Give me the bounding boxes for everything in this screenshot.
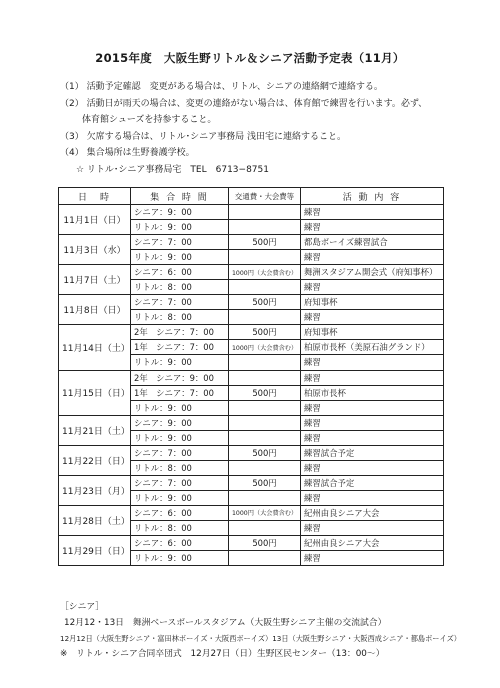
fee-cell [229,430,301,445]
table-row [59,205,444,220]
activity-cell: 練習 [301,490,444,505]
fee-cell [229,460,301,475]
activity-cell: 府知事杯 [301,325,444,340]
activity-cell: 練習 [301,460,444,475]
date-cell: 11月28日（土） [59,505,131,535]
notes-section [60,79,490,178]
activity-cell: 練習 [301,220,444,235]
activity-cell: 都島ボーイズ練習試合 [301,235,444,250]
time-cell: 1年 シニア：7：00 [131,385,229,400]
time-cell: 2年 シニア：7：00 [131,325,229,340]
time-cell: リトル：9：00 [131,551,229,566]
activity-cell: 練習 [301,280,444,295]
activity-cell: 練習 [301,400,444,415]
time-cell: リトル：8：00 [131,280,229,295]
fee-cell: 1000円（大会費含む） [229,340,301,355]
table-row [59,415,444,430]
time-cell: リトル：8：00 [131,460,229,475]
fee-cell: 500円 [229,325,301,340]
time-cell: シニア：7：00 [131,445,229,460]
date-cell: 11月1日（日） [59,205,131,235]
date-cell: 11月14日（土） [59,325,131,370]
activity-cell: 練習 [301,355,444,370]
fee-cell [229,415,301,430]
activity-cell: 練習試合予定 [301,445,444,460]
time-cell: シニア：7：00 [131,235,229,250]
fee-cell [229,551,301,566]
activity-cell: 柏原市長杯（美原石油グランド） [301,340,444,355]
activity-cell: 練習 [301,250,444,265]
date-cell: 11月22日（日） [59,445,131,475]
date-cell: 11月3日（水） [59,235,131,265]
time-cell: リトル：9：00 [131,430,229,445]
fee-cell: 1000円（大会費含む） [229,265,301,280]
table-row [59,370,444,385]
date-cell: 11月21日（土） [59,415,131,445]
footer-section-label: ［シニア］ [60,602,104,612]
activity-cell: 府知事杯 [301,295,444,310]
activity-cell: 練習 [301,310,444,325]
fee-cell [229,205,301,220]
table-row [59,265,444,280]
time-cell: リトル：9：00 [131,400,229,415]
schedule-table [58,187,444,566]
header-fee: 交通費・大会費等 [229,188,301,205]
header-date: 日 時 [59,188,131,205]
activity-cell: 練習 [301,520,444,535]
activity-cell: 練習 [301,415,444,430]
fee-cell: 500円 [229,385,301,400]
time-cell: リトル：8：00 [131,310,229,325]
table-row [59,536,444,551]
fee-cell [229,280,301,295]
time-cell: シニア：6：00 [131,536,229,551]
fee-cell [229,310,301,325]
date-cell: 11月15日（日） [59,370,131,415]
note-1: （1） 活動予定確認 変更がある場合は、リトル、シニアの連絡網で連絡する。 [60,82,383,92]
date-cell: 11月29日（日） [59,536,131,566]
time-cell: 2年 シニア：9：00 [131,370,229,385]
fee-cell: 500円 [229,475,301,490]
fee-cell [229,490,301,505]
time-cell: シニア：7：00 [131,295,229,310]
time-cell: リトル：8：00 [131,520,229,535]
fee-cell [229,370,301,385]
note-2: （2） 活動日が雨天の場合は、変更の連絡がない場合は、体育館で練習を行います。必ず、 [60,98,428,109]
footer-section [60,600,490,662]
note-2-continued: 体育館シューズを持参すること。 [82,115,217,125]
fee-cell: 500円 [229,445,301,460]
fee-cell [229,520,301,535]
table-row [59,475,444,490]
table-row [59,295,444,310]
date-cell: 11月23日（月） [59,475,131,505]
header-activity: 活 動 内 容 [301,188,444,205]
table-row [59,235,444,250]
contact-line: ☆ リトル･シニア事務局宅 TEL 6713−8751 [76,164,269,175]
activity-cell: 練習 [301,551,444,566]
time-cell: シニア：6：00 [131,505,229,520]
fee-cell [229,400,301,415]
time-cell: リトル：9：00 [131,355,229,370]
time-cell: リトル：9：00 [131,490,229,505]
activity-cell: 練習 [301,205,444,220]
fee-cell [229,250,301,265]
footer-event-detail: 12月12日（大阪生野シニア・富田林ボーイズ・大阪西ボーイズ）13日（大阪生野シニア・大阪西成シニア・都島ボーイズ） [60,634,461,643]
activity-cell: 練習試合予定 [301,475,444,490]
note-3: （3） 欠席する場合は、リトル･シニア事務局 浅田宅に連絡すること。 [60,131,346,142]
activity-cell: 舞洲スタジアム開会式（府知事杯） [301,265,444,280]
activity-cell: 練習 [301,430,444,445]
fee-cell [229,355,301,370]
time-cell: リトル：9：00 [131,250,229,265]
time-cell: シニア：9：00 [131,415,229,430]
table-row [59,505,444,520]
footer-ceremony-line: ※ リトル・シニア合同卒団式 12月27日（日）生野区民センター（13：00〜） [60,648,385,659]
activity-cell: 練習 [301,370,444,385]
fee-cell: 1000円（大会費含む） [229,505,301,520]
fee-cell [229,220,301,235]
activity-cell: 紀州由良シニア大会 [301,536,444,551]
header-time: 集 合 時 間 [131,188,229,205]
date-cell: 11月7日（土） [59,265,131,295]
activity-cell: 柏原市長杯 [301,385,444,400]
fee-cell: 500円 [229,536,301,551]
time-cell: シニア：9：00 [131,205,229,220]
table-row [59,445,444,460]
time-cell: シニア：7：00 [131,475,229,490]
fee-cell: 500円 [229,295,301,310]
date-cell: 11月8日（日） [59,295,131,325]
note-4: （4） 集合場所は生野養護学校。 [60,148,195,158]
time-cell: リトル：9：00 [131,220,229,235]
document-title: 2015年度 大阪生野リトル＆シニア活動予定表（11月） [95,51,405,65]
table-row [59,325,444,340]
time-cell: 1年 シニア：7：00 [131,340,229,355]
activity-cell: 紀州由良シニア大会 [301,505,444,520]
footer-event-line: 12月12・13日 舞洲ベースボールスタジアム（大阪生野シニア主催の交流試合） [64,617,387,628]
fee-cell: 500円 [229,235,301,250]
time-cell: シニア：6：00 [131,265,229,280]
table-header-row [59,188,444,205]
